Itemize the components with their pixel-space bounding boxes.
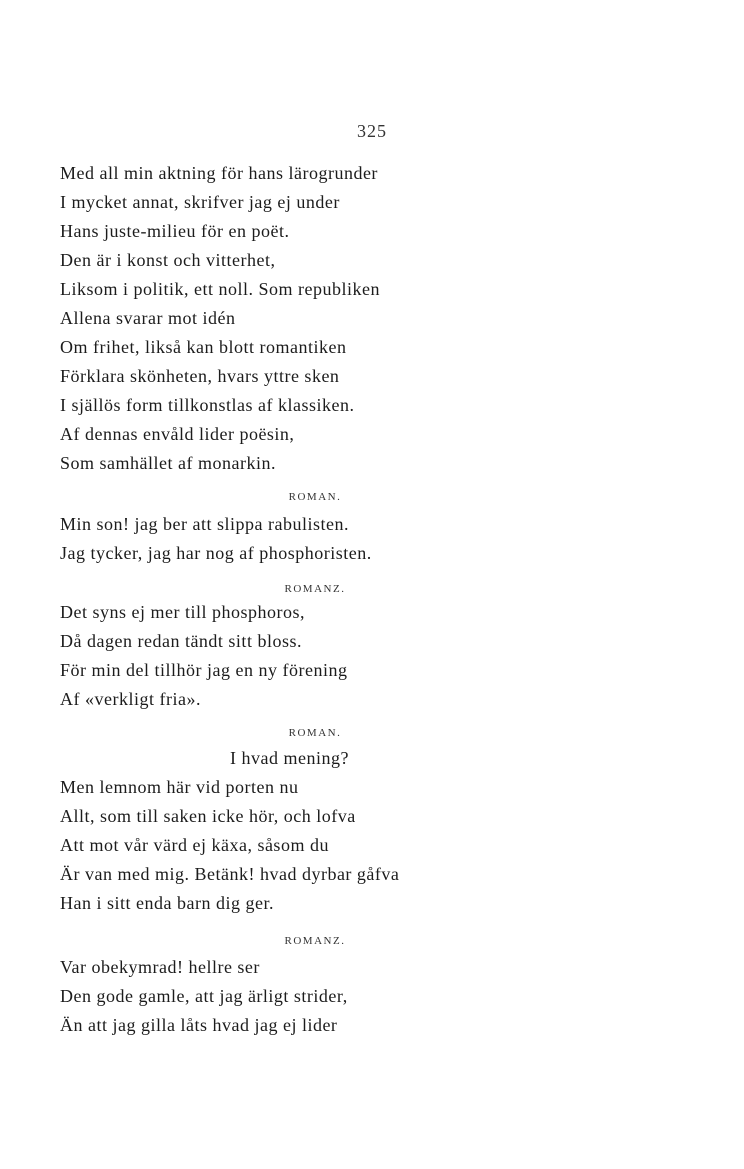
speaker-name: ROMAN. — [288, 491, 342, 503]
speaker-name: ROMAN. — [288, 727, 342, 739]
verse-line: Min son! jag ber att slippa rabulisten. — [60, 514, 349, 534]
verse-line: Men lemnom här vid porten nu — [60, 777, 299, 797]
verse-line: Som samhället af monarkin. — [60, 453, 276, 473]
verse-line: Allena svarar mot idén — [60, 308, 236, 328]
verse-line: Var obekymrad! hellre ser — [60, 957, 260, 977]
verse-line: Än att jag gilla låts hvad jag ej lider — [60, 1015, 338, 1035]
verse-line: Hans juste-milieu för en poët. — [60, 221, 290, 241]
verse-line: Den är i konst och vitterhet, — [60, 250, 276, 270]
verse-line: Förklara skönheten, hvars yttre sken — [60, 366, 340, 386]
verse-line: Jag tycker, jag har nog af phosphoristen. — [60, 543, 372, 563]
verse-line: I själlös form tillkonstlas af klassiken. — [60, 395, 355, 415]
speaker-name: ROMANZ. — [284, 583, 346, 595]
verse-line: I mycket annat, skrifver jag ej under — [60, 192, 340, 212]
verse-line: Att mot vår värd ej käxa, såsom du — [60, 835, 329, 855]
verse-line: Är van med mig. Betänk! hvad dyrbar gåfva — [60, 864, 400, 884]
verse-line: Då dagen redan tändt sitt bloss. — [60, 631, 302, 651]
verse-line: Med all min aktning för hans lärogrunder — [60, 163, 378, 183]
verse-line: Liksom i politik, ett noll. Som republiken — [60, 279, 380, 299]
verse-line: För min del tillhör jag en ny förening — [60, 660, 348, 680]
verse-line: Om frihet, likså kan blott romantiken — [60, 337, 347, 357]
verse-line: Af dennas envåld lider poësin, — [60, 424, 295, 444]
verse-line: Det syns ej mer till phosphoros, — [60, 602, 305, 622]
verse-line: Den gode gamle, att jag ärligt strider, — [60, 986, 348, 1006]
verse-line: Af «verkligt fria». — [60, 689, 201, 709]
speaker-name: ROMANZ. — [284, 935, 346, 947]
verse-line: I hvad mening? — [230, 748, 349, 768]
verse-line: Han i sitt enda barn dig ger. — [60, 893, 274, 913]
verse-line: Allt, som till saken icke hör, och lofva — [60, 806, 356, 826]
page-number: 325 — [357, 121, 387, 141]
